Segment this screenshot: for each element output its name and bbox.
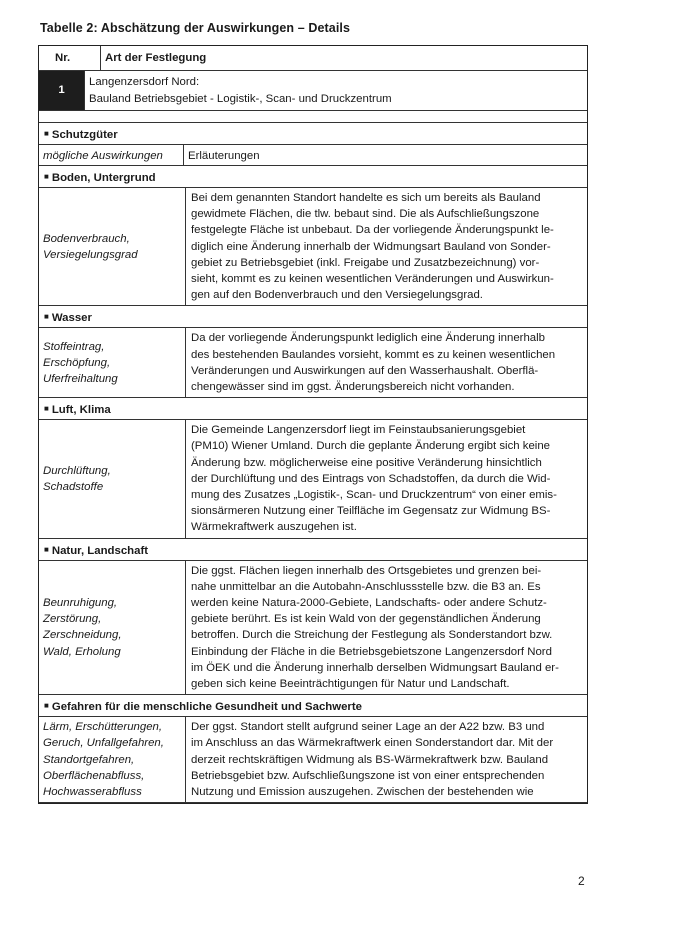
impact-list [39,188,186,305]
bullet-icon: ■ [44,172,49,181]
impact-item: Erschöpfung, [43,356,111,369]
explanation-line: diglich eine Änderung innerhalb der Widmungsart Bauland von Sonder- [191,240,551,253]
impact-list [39,328,186,397]
topic-row [39,717,587,803]
explanation-line: gebiete berührt. Es ist kein Wald von der gegenständlichen Änderung [191,613,541,626]
impact-item: Beunruhigung, [43,597,118,610]
sections-container [39,166,587,803]
bullet-icon: ■ [44,701,49,711]
page-number: 2 [578,874,585,888]
table-caption: Tabelle 2: Abschätzung der Auswirkungen – Details [40,21,351,35]
section-title: Natur, Landschaft [51,544,149,557]
section-title: Wasser [51,312,92,325]
explanation-line: geben sich keine Beeinträchtigungen für Natur und Landschaft. [191,678,510,691]
impact-item: Schadstoffe [43,480,104,493]
bullet-icon: ■ [44,312,49,322]
section-title: Boden, Untergrund [51,172,156,184]
impact-item: Hochwasserabfluss [43,786,142,799]
impact-item: Stoffeintrag, [43,340,105,353]
explanation-line: Wärmekraftwerk auszugehen ist. [191,521,357,534]
explanation-line: betroffen. Durch die Streichung der Festlegung als Sonderstandort bzw. [191,629,553,642]
impact-item: Geruch, Unfallgefahren, [43,737,164,750]
header-art-der-festlegung: Art der Festlegung [105,52,207,64]
impact-item: Uferfreihaltung [43,372,118,385]
explanation-line: mung des Zusatzes „Logistik-, Scan- und Druckzentrum“ von einer emis- [191,489,557,502]
explanation-text [186,717,587,802]
impact-item: Standortgefahren, [43,753,135,766]
section-schutzgueter [39,123,587,145]
explanation-line: gebiet zu Betriebsgebiet (inkl. Freigabe und Zusatzbezeichnung) vor- [191,256,540,269]
entry-line-2: Bauland Betriebsgebiet - Logistik-, Scan- und Druckzentrum [89,93,392,105]
explanation-line: gen auf den Bodenverbrauch und den Versiegelungsgrad. [191,289,483,302]
section-header-row [39,695,587,717]
entry-line-1: Langenzersdorf Nord: [89,76,200,88]
explanation-text [186,188,587,305]
explanation-line: Da der vorliegende Änderungspunkt lediglich eine Änderung innerhalb [191,332,545,345]
entry-row [39,71,587,111]
explanation-line: sieht, kommt es zu keinen wesentlichen Veränderungen und Auswirkun- [191,273,554,286]
explanation-line: Einbindung der Fläche in die Betriebsgebietszone Langenzersdorf Nord [191,645,552,658]
topic-row [39,420,587,538]
explanation-line: Der ggst. Standort stellt aufgrund seiner Lage an der A22 bzw. B3 und [191,721,545,734]
explanation-line: festgelegte Fläche ist unbebaut. Da der vorliegende Änderungspunkt le- [191,224,554,237]
impact-item: Bodenverbrauch, [43,232,130,245]
impact-list [39,717,186,802]
explanation-line: Veränderungen und Auswirkungen auf den Wasserhaushalt. Oberflä- [191,364,539,377]
impact-item: Zerschneidung, [43,629,122,642]
section-title: Luft, Klima [51,404,111,417]
explanation-line: der Durchlüftung und des Eintrags von Schadstoffen, da durch die Wid- [191,472,551,485]
spacer-row [39,111,587,123]
bullet-icon: ■ [44,544,49,554]
header-nr: Nr. [39,46,101,70]
explanation-line: Die ggst. Flächen liegen innerhalb des Ortsgebietes und grenzen bei- [191,564,542,577]
explanation-text [186,561,587,695]
bullet-icon: ■ [44,129,49,138]
section-title: Schutzgüter [51,129,118,141]
impact-item: Wald, Erholung [43,645,121,658]
explanation-line: gewidmete Flächen, die tlw. bebaut sind. Die als Aufschließungszone [191,208,540,221]
column-header-row [39,145,587,166]
section-header-row [39,166,587,188]
explanation-line: im ÖEK und die Änderung innerhalb derselben Widmungsart Bauland er- [191,661,559,674]
section-header-row [39,306,587,328]
explanation-line: werden keine Natura-2000-Gebiete, Landschafts- oder andere Schutz- [191,597,547,610]
section-header-row [39,539,587,561]
explanation-line: Betriebsgebiet bzw. Aufschließungszone ist von einer entsprechenden [191,769,545,782]
topic-row [39,561,587,696]
explanation-text [186,420,587,537]
explanation-line: chengewässer sind im ggst. Änderungsbereich nicht vorhanden. [191,381,515,394]
bullet-icon: ■ [44,404,49,414]
topic-row [39,328,587,398]
explanation-line: derzeit rechtskräftigen Widmung als BS-Wärmekraftwerk bzw. Bauland [191,753,549,766]
explanation-line: des bestehenden Baulandes vorsieht, kommt es zu keinen wesentlichen [191,348,556,361]
impact-list [39,420,186,537]
impact-item: Versiegelungsgrad [43,248,138,261]
impact-item: Lärm, Erschütterungen, [43,721,163,734]
assessment-table [38,45,588,804]
impact-item: Zerstörung, [43,613,102,626]
col-header-auswirkungen: mögliche Auswirkungen [39,145,184,165]
explanation-line: Bei dem genannten Standort handelte es sich um bereits als Bauland [191,192,541,204]
explanation-line: nahe unmittelbar an die Autobahn-Anschlussstelle bzw. die B3 an. Es [191,580,541,593]
col-header-erlaeuterungen: Erläuterungen [188,150,260,162]
table-header-row [39,46,587,71]
entry-description [84,71,587,110]
explanation-line: Änderung bzw. möglicherweise eine positive Veränderung hinsichtlich [191,456,542,469]
entry-number: 1 [39,71,84,110]
explanation-line: (PM10) Wiener Umland. Durch die geplante Änderung ergibt sich keine [191,440,550,453]
explanation-line: im Anschluss an das Wärmekraftwerk einen Sonderstandort dar. Mit der [191,737,554,750]
impact-item: Durchlüftung, [43,464,111,477]
explanation-line: Nutzung und Emission auszugehen. Zwischen der bestehenden wie [191,786,534,799]
explanation-text [186,328,587,397]
explanation-line: Die Gemeinde Langenzersdorf liegt im Feinstaubsanierungsgebiet [191,424,526,437]
topic-row [39,188,587,306]
explanation-line: sionsärmeren Nutzung einer Teilfläche im Gegensatz zur Widmung BS- [191,505,551,518]
section-header-row [39,398,587,420]
impact-list [39,561,186,695]
impact-item: Oberflächenabfluss, [43,769,145,782]
section-title: Gefahren für die menschliche Gesundheit und Sachwerte [51,701,362,714]
